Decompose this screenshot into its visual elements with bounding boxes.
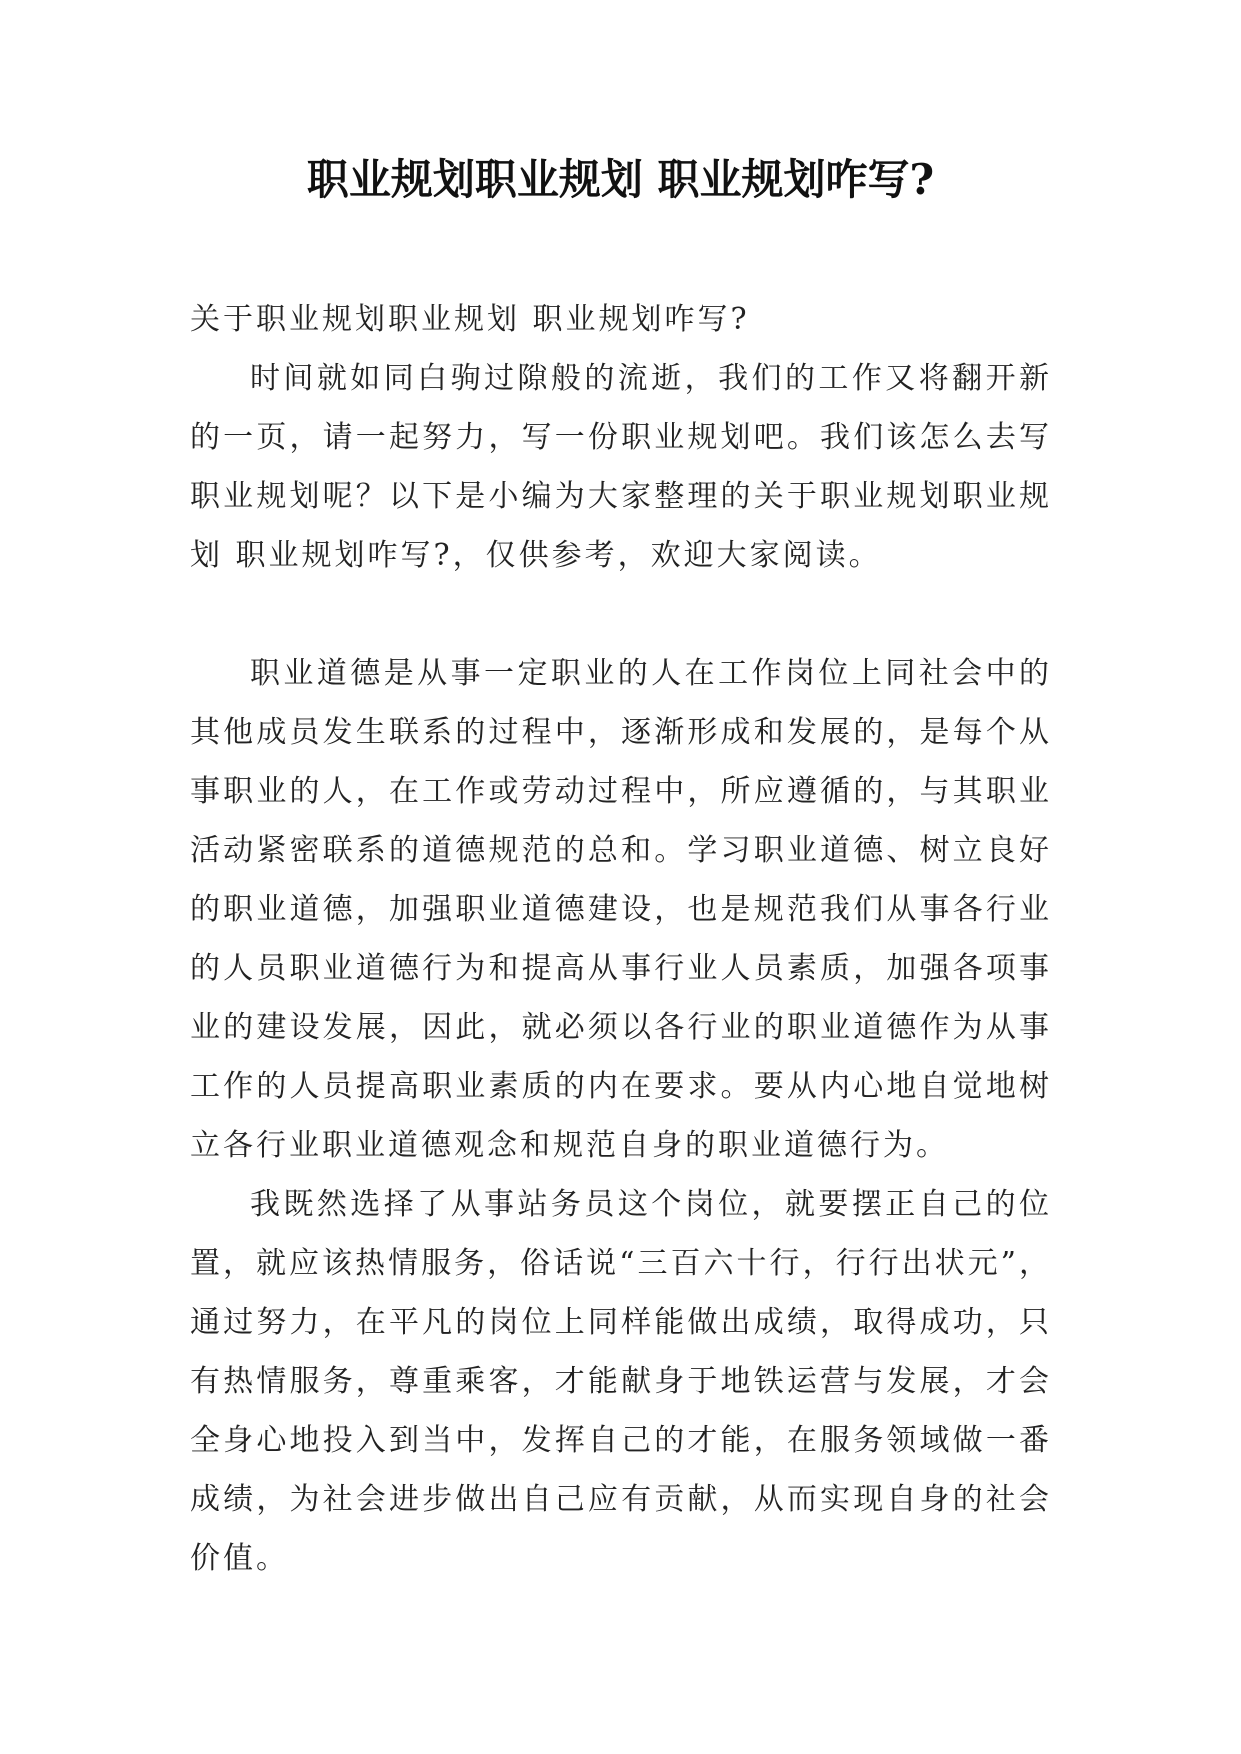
document-body xyxy=(190,290,1052,1588)
document-title: 职业规划职业规划 职业规划咋写? xyxy=(306,155,935,204)
intro-line: 关于职业规划职业规划 职业规划咋写? xyxy=(190,302,750,337)
paragraph-station-staff: 我既然选择了从事站务员这个岗位，就要摆正自己的位置，就应该热情服务，俗话说“三百六十行，行行出状元”，通过努力，在平凡的岗位上同样能做出成绩，取得成功，只有热情服务，尊重乘客，才能献身于地铁运营与发展，才会全身心地投入到当中，发挥自己的才能，在服务领域做一番成绩，为社会进步做出自己应有贡献，从而实现自身的社会价值。 xyxy=(190,1187,1052,1576)
paragraph-intro: 时间就如同白驹过隙般的流逝，我们的工作又将翻开新的一页，请一起努力，写一份职业规划吧。我们该怎么去写职业规划呢？以下是小编为大家整理的关于职业规划职业规划 职业规划咋写?，仅供参考，欢迎大家阅读。 xyxy=(190,361,1052,573)
paragraph-ethics: 职业道德是从事一定职业的人在工作岗位上同社会中的其他成员发生联系的过程中，逐渐形成和发展的，是每个从事职业的人，在工作或劳动过程中，所应遵循的，与其职业活动紧密联系的道德规范的总和。学习职业道德、树立良好的职业道德，加强职业道德建设，也是规范我们从事各行业的人员职业道德行为和提高从事行业人员素质，加强各项事业的建设发展，因此，就必须以各行业的职业道德作为从事工作的人员提高职业素质的内在要求。要从内心地自觉地树立各行业职业道德观念和规范自身的职业道德行为。 xyxy=(190,656,1052,1163)
